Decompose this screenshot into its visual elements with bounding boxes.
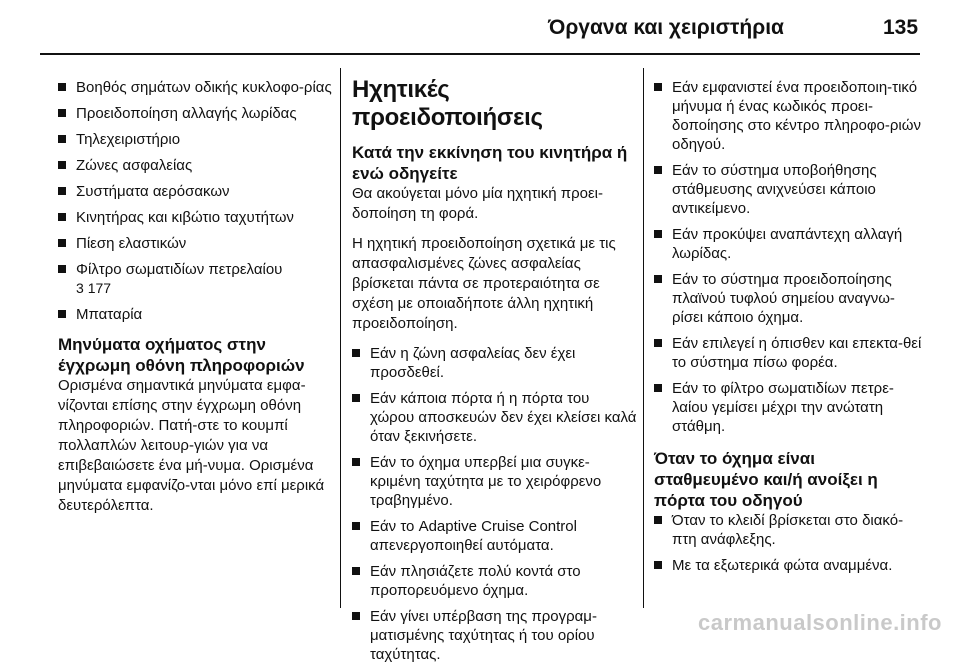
list-item: Εάν το Adaptive Cruise Control απενεργοποιηθεί αυτόματα. [352, 517, 637, 555]
list-item: Εάν γίνει υπέρβαση της προγραμ-ματισμένης ταχύτητας ή του ορίου ταχύτητας. [352, 607, 637, 664]
column-2 [352, 76, 637, 671]
section-title: Ηχητικές προειδοποιήσεις [352, 76, 543, 131]
bullet-icon [352, 567, 360, 575]
bullet-icon [352, 612, 360, 620]
list-item: Φίλτρο σωματιδίων πετρελαίου 3 177 [58, 260, 333, 298]
bullet-list [58, 78, 333, 324]
list-item: Προειδοποίηση αλλαγής λωρίδας [58, 104, 333, 123]
bullet-icon [654, 275, 662, 283]
bullet-icon [58, 213, 66, 221]
paragraph: Θα ακούγεται μόνο μία ηχητική προει-δοποίηση τη φορά. [352, 185, 603, 222]
bullet-icon [654, 561, 662, 569]
bullet-icon [58, 187, 66, 195]
list-item: Εάν το σύστημα υποβοήθησης στάθμευσης ανιχνεύσει κάποιο αντικείμενο. [654, 161, 924, 218]
bullet-icon [654, 83, 662, 91]
list-item: Όταν το κλειδί βρίσκεται στο διακό-πτη ανάφλεξης. [654, 511, 924, 549]
reference-arrow-icon: 3 [76, 280, 84, 296]
bullet-icon [58, 239, 66, 247]
list-item: Τηλεχειριστήριο [58, 130, 333, 149]
column-divider-2 [643, 68, 644, 608]
list-item: Εάν προκύψει αναπάντεχη αλλαγή λωρίδας. [654, 225, 924, 263]
bullet-icon [58, 310, 66, 318]
bullet-icon [352, 394, 360, 402]
watermark: carmanualsonline.info [698, 610, 942, 635]
list-item: Εάν κάποια πόρτα ή η πόρτα του χώρου αποσκευών δεν έχει κλείσει καλά όταν ξεκινήσετε. [352, 389, 637, 446]
list-item: Εάν επιλεγεί η όπισθεν και επεκτα-θεί το σύστημα πίσω φορέα. [654, 334, 924, 372]
page-reference[interactable]: 3 177 [76, 280, 112, 296]
list-item: Βοηθός σημάτων οδικής κυκλοφο-ρίας [58, 78, 333, 97]
list-item: Ζώνες ασφαλείας [58, 156, 333, 175]
page-title: Όργανα και χειριστήρια [548, 16, 784, 39]
bullet-list [352, 344, 637, 664]
list-item: Εάν το όχημα υπερβεί μια συγκε-κριμένη ταχύτητα με το χειρόφρενο τραβηγμένο. [352, 453, 637, 510]
bullet-list [654, 78, 924, 436]
paragraph: Η ηχητική προειδοποίηση σχετικά με τις απασφαλισμένες ζώνες ασφαλείας βρίσκεται πάντα σε προτεραιότητα σε σχέση με οποιαδήποτε άλλη ηχητική προειδοποίηση. [352, 235, 616, 332]
bullet-icon [352, 522, 360, 530]
section-subheading: Κατά την εκκίνηση του κινητήρα ή ενώ οδηγείτε [352, 143, 628, 183]
bullet-icon [352, 349, 360, 357]
bullet-icon [654, 339, 662, 347]
bullet-icon [58, 83, 66, 91]
bullet-icon [352, 458, 360, 466]
bullet-list [654, 511, 924, 575]
list-item: Εάν το σύστημα προειδοποίησης πλαϊνού τυφλού σημείου αναγνω-ρίσει κάποιο όχημα. [654, 270, 924, 327]
list-item: Κινητήρας και κιβώτιο ταχυτήτων [58, 208, 333, 227]
column-divider-1 [340, 68, 341, 608]
column-3 [654, 78, 924, 582]
list-item: Με τα εξωτερικά φώτα αναμμένα. [654, 556, 924, 575]
list-item: Εάν εμφανιστεί ένα προειδοποιη-τικό μήνυμα ή ένας κωδικός προει-δοποίησης στο κέντρο πληροφο-ριών οδηγού. [654, 78, 924, 154]
section-heading: Μηνύματα οχήματος στην έγχρωμη οθόνη πληροφοριών [58, 335, 305, 375]
list-item: Συστήματα αερόσακων [58, 182, 333, 201]
bullet-icon [654, 166, 662, 174]
page-number: 135 [883, 16, 919, 39]
list-item: Μπαταρία [58, 305, 333, 324]
section-heading: Όταν το όχημα είναι σταθμευμένο και/ή ανοίξει η πόρτα του οδηγού [654, 449, 878, 510]
header-divider [40, 53, 920, 55]
list-item: Εάν πλησιάζετε πολύ κοντά στο προπορευόμενο όχημα. [352, 562, 637, 600]
section-paragraph: Ορισμένα σημαντικά μηνύματα εμφα-νίζονται επίσης στην έγχρωμη οθόνη πληροφοριών. Πατή-στε το κουμπί πολλαπλών λειτουρ-γιών για να επιβεβαιώσετε ένα μή-νυμα. Ορισμένα μηνύματα εμφανίζο-νται μόνο επί μερικά δευτερόλεπτα. [58, 377, 325, 514]
bullet-icon [58, 135, 66, 143]
bullet-icon [654, 384, 662, 392]
list-item: Εάν το φίλτρο σωματιδίων πετρε-λαίου γεμίσει μέχρι την ανώτατη στάθμη. [654, 379, 924, 436]
bullet-icon [654, 230, 662, 238]
bullet-icon [654, 516, 662, 524]
list-item: Πίεση ελαστικών [58, 234, 333, 253]
column-1 [58, 78, 333, 526]
bullet-icon [58, 265, 66, 273]
bullet-icon [58, 161, 66, 169]
list-item: Εάν η ζώνη ασφαλείας δεν έχει προσδεθεί. [352, 344, 637, 382]
bullet-icon [58, 109, 66, 117]
